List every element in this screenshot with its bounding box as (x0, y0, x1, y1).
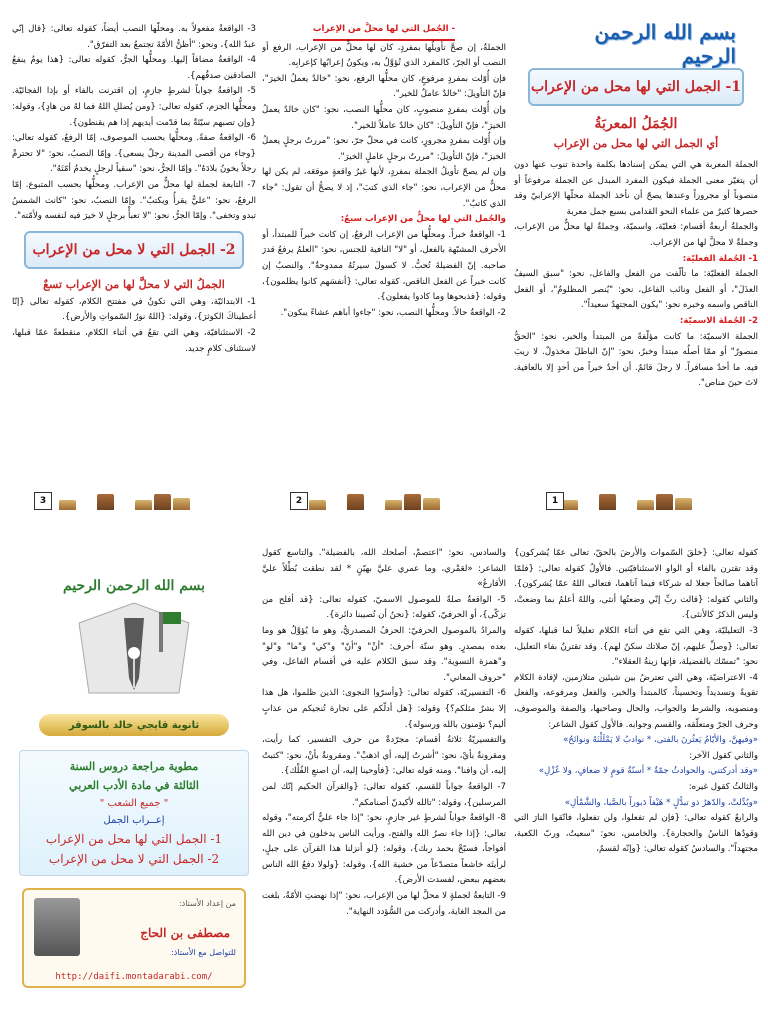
prepared-by-label: من إعداد الأستاذ: (178, 899, 236, 908)
page-number: 3 (34, 492, 52, 510)
list-item: 7- الواقعةُ جواباً للقسم، كقوله تعالى: {والقرآن الحكيم إنّك لمن المرسلين}، وقوله: "تالله لأكيدنّ أصنامكم". (262, 781, 506, 808)
paragraph: الجملة المعربة هي التي يمكن إسنادها بكلمة واحدة تنوب عنها دون أن يتغيّر معنى الجملة فيكون المفرد المبدل عن الجملة مرفوعاً أو منصوباً أو مجروراً وعندها يصحّ أن نأخذ الجملة محلّها الإعرابيّ وقد حصرها كثيرٌ من علماء النحو القدامى بسبع جمل معربة (514, 160, 758, 217)
cover-line1: 1- الجمل التي لها محل من الإعراب (45, 832, 223, 846)
cover-title-line2: الثالثة في مادة الأدب العربي (69, 779, 199, 792)
list-item: 4- الاعتراضيّة، وهي التي تعترضُ بين شيئين متلازمين، لإفادة الكلام تقويةً وتسديداً وتحسيناً، كالمبتدأ والخبر، والفعل ومرفوعه، والفعل ومنصوبه، والشرط والجواب، والحال وصاحبها، والصفة والموصوف، وحرف الجرّ ومتعلّقه، والقسم وجوابه. فالأول كقول الشاعر: (514, 672, 758, 730)
paragraph: والثالثُ كقول غيره: (688, 781, 758, 792)
page-heading: الجملُ التي لا محلَّ لها من الإعراب تسعٌ (43, 277, 225, 291)
contact-label: للتواصل مع الأستاذ: (171, 948, 236, 957)
list-item: 4- الواقعةُ مضافاً إليها. ومحلُّها الجرُّ، كقوله تعالى: {هذا يومُ ينفعُ الصادقين صدقُهم}. (12, 55, 256, 81)
fold-page-3 (12, 22, 256, 512)
cover-branches: " جميع الشعب " (99, 798, 169, 809)
bismillah-calligraphy: بسم الله الرحمن الرحيم (594, 22, 736, 68)
paragraph: والجملةُ أربعةُ أقسام: فعليّة، واسميّة، وجملةٌ لها محلٌّ من الإعراب، وجملةٌ لا محلَّ لها من الإعراب. (514, 222, 758, 248)
subsection-heading: 2- الجُملة الاسميّة: (679, 315, 758, 326)
paragraph: الجملة الفعليّة: ما تألّفت من الفعل والفاعل، نحو: "سبق السيفُ العذَلَ"، أو الفعل ونائب الفاعل، نحو: "يُنصر المظلومُ"، أو الفعل الناقص واسمه وخبره نحو: "يكون المجتهدُ سعيداً". (514, 269, 758, 311)
list-item: 1- الابتدائيّة، وهي التي تكونُ في مفتتح الكلام، كقوله تعالى {إنّا أعطيناكَ الكوثرَ}، وقوله: {اللهُ نورُ السّمواتِ والأرض}. (12, 296, 256, 323)
paragraph: والرابعُ كقوله تعالى: {فإن لم تفعلوا، ولن تفعلوا، فاتّقوا النارَ التي وَقودُها الناسُ والحجارة}. والخامس، نحو: "سعيتُ، وربّ الكعبة، مجتهداً". والسادسُ كقوله تعالى: {وإنّه لقسمٌ، (514, 813, 758, 855)
fold-page-4 (514, 546, 758, 1024)
pen-emblem-icon (59, 598, 209, 708)
list-item: 6- التفسيريّة، كقوله تعالى: {وأسرّوا النجوى: الذين ظلموا، هل هذا إلا بشرٌ مثلكم؟} وقوله: {هل أدلّكم على تجارة تُنجيكم من عذابٍ أليم؟ تؤمنون بالله ورسوله}. (262, 688, 506, 730)
page-heading: - الجُمل التي لها محلٌّ من الإعراب (262, 22, 506, 41)
page-number: 1 (546, 492, 564, 510)
cover-info-box (19, 750, 249, 876)
cover-topic: إعــراب الجمل (103, 815, 165, 826)
subsection-heading: والجُمل التي لها محلٌّ من الإعراب سبعٌ: (340, 214, 506, 225)
page-footer (514, 490, 758, 512)
list-item: 1- الواقعةُ خبراً. ومحلُّها من الإعراب الرفعُ، إن كانت خبراً للمبتدأ، أو الأحرف المشبّهة بالفعل، أو "لا" النافية للجنس، نحو: "العلمُ يرفعُ قدرَ صاحبه. إنّ الفضيلةَ تُحبُّ. لا كسولَ سيرتُهُ ممدوحةٌ". والنصبُ إن كانت خبراً عن الفعل الناقص، كقوله تعالى: {أنفسَهم كانوا يظلمون}، وقوله: {فذبحوها وما كادوا يفعلون}. (262, 229, 506, 303)
verse: «وفيهنَّ، والأيّامُ يَعثُرنَ بالفتى، * نوادبُ لا يَمْلَلْنَهُ ونوائحُ» (563, 735, 758, 746)
cover-bismillah: بسم الله الرحمن الرحيم (63, 578, 205, 594)
list-item: 2- الاستئنافيّة، وهي التي تقعُ في أثناء الكلام، منقطعةً عمّا قبلها، لاستئناف كلامٍ جديد. (12, 327, 256, 354)
author-card (22, 888, 246, 988)
books-ornament-icon (309, 492, 459, 510)
books-ornament-icon (561, 492, 711, 510)
paragraph: فإن أُوّلت بمفردٍ مرفوعٍ، كان محلُّها الرفع، نحو: "خالدٌ يعملُ الخيرَ"، فإنّ التأويلَ: "خالدٌ عاملٌ للخير". (262, 73, 506, 100)
cover-title-line1: مطوية مراجعة دروس السنة (69, 760, 199, 773)
paragraph: والسادس، نحو: "اعتصمْ، أصلحك الله، بالفضيلة". والتاسع كقول الشاعر: «لعَمْري، وما عمري عليَّ بهيّنٍ * لقد نطقت بُطْلاً عليَّ الأقارعُ» (262, 548, 506, 590)
list-item: 3- التعليليّة، وهي التي تقع في أثناء الكلام تعليلاً لما قبلها، كقوله تعالى: {وصلِّ عليهم، إنّ صلاتك سكنٌ لهم}. وقد تقترنُ بفاء التعليل، نحو: "تمسّك بالفضيلة، فإنها زينةُ العقلاء". (514, 625, 758, 668)
section-title-box: 2- الجمل التي لا محل من الإعراب (24, 231, 244, 269)
cover-page (12, 546, 256, 1024)
paragraph: الجملة الاسميّة: ما كانت مؤلّفةً من المبتدأ والخبر، نحو: "الحقُّ منصورٌ" أو ممّا أصلُه مبتدأ وخبرٌ، نحو: "إنّ الباطلَ مخذولٌ. لا ريبَ فيه. ما أحدٌ مسافراً. لا رجلَ قائمٌ. أن أحدٌ خيراً من أحدٍ إلا بالعافية. لاتَ حينَ مناص". (514, 331, 758, 389)
list-item: 8- الواقعةُ جواباً لشرطٍ غير جازمٍ، نحو: "إذا جاء عليٌّ أكرمته"، وقوله تعالى: {إذا جاء نصرُ الله والفتح، ورأيت الناس يدخلون في دين الله أفواجاً، فسبّحْ بحمد ربك}، وقوله: {لو أنزلنا هذا القرآن على جبلٍ، لرأيتَه خاشعاً متصدّعاً من خشية الله}، وقوله: {ولولا دفعُ الله الناس بعضهم ببعض، لفسدت الأرض}. (262, 813, 506, 886)
paragraph: والتفسيريّةُ ثلاثةُ أقسام: مجرّدةٌ من حرف التفسير، كما رأيت، ومقرونةٌ بأيْ، نحو: "أشرتُ إليه، أي اذهبْ". ومقرونةٌ بأنْ، نحو: "كتبتُ إليه، أن وافنا". ومنه قوله تعالى: {فأوحينا إليه، أن اصنعِ الفُلْك}. (262, 735, 506, 777)
list-item: 6- الواقعةُ صفةً. ومحلُّها بحسب الموصوف، إمّا الرفعُ، كقوله تعالى: {وجاء من أقصى المدينة رجلٌ يسعى}. وإمّا النصبُ، نحو: "لا تحترمْ رجلاً يخونُ بلادَهُ". وإمّا الجرُّ، نحو: "سقياً لرجلٍ يخدمُ أمّتَهُ". (12, 133, 256, 175)
school-banner: ثانوية قايجي خالد بالسوقر (39, 714, 229, 736)
paragraph: وإن أُوّلت بمفردٍ مجرورٍ، كانت في محلّ جرّ، نحو: "مررتُ برجلٍ يعملُ الخيرَ"، فإنّ التأويلَ: "مررتُ برجلٍ عاملٍ الخيرَ". (262, 136, 506, 162)
page-number: 2 (290, 492, 308, 510)
page-heading: الجُمَلُ المعربَةُ (594, 116, 678, 132)
fold-page-1 (514, 22, 758, 512)
list-item: 7- التابعة لجملة لها محلٌّ من الإعراب. ومحلُّها بحسب المتبوع. إمّا الرفعُ، نحو: "عليٌّ يقرأُ ويكتبُ". وإمّا النصبُ، نحو: "كانت الشمسُ تبدو وتخفى". وإمّا الجرُّ، نحو: "لا تعبأْ برجلٍ لا خيرَ فيه لنفسه ولأمّته". (12, 179, 256, 222)
list-item: 9- التابعةُ لجملةٍ لا محلَّ لها من الإعراب، نحو: "إذا نهضتِ الأمّةُ، بلغت من المجد الغاية، وأدركت من السُّؤدد النهاية". (262, 891, 506, 917)
verse: «وقد أدركتني، والحوادثُ جمّةٌ * أسنّةُ قومٍ لا ضعافٍ، ولا عُزْلِ» (538, 766, 758, 777)
list-item: 2- الواقعةُ حالاً. ومحلُّها النصب، نحو: "جاءوا أباهم عشاءً يبكون". (280, 307, 506, 318)
paragraph: وإن أُوّلت بمفردٍ منصوبٍ، كان محلُّها النصب، نحو: "كان خالدٌ يعملُ الخيرَ"، فإنّ التأويلَ: "كان خالدٌ عاملاً للخير". (262, 104, 506, 131)
subsection-heading: 1- الجُملة الفعليّة: (682, 253, 758, 264)
avatar (34, 898, 80, 956)
page-subheading: أي الجمل التي لها محل من الإعراب (553, 137, 719, 150)
paragraph: كقوله تعالى: {خلقَ السّموات والأرضَ بالحقّ، تعالى عمّا يُشركون} وقد تقترن بالفاء أو الواو الاستئنافيّتين. فالأولُ كقوله تعالى: {فلمّا آتاهما صالحاً جعلا له شركاء فيما آتاهما، فتعالى اللهُ عمّا يُشركون}. والثاني كقوله: {قالت ربِّ إنّي وضعتُها أنثى، واللهُ أعلمُ بما وضعتْ، وليس الذكرُ كالأنثى}. (514, 548, 758, 621)
paragraph: الجملةُ، إن صحَّ تأويلُها بمفردٍ، كان لها محلٌّ من الإعراب، الرفع أو النصب أو الجرّ، كالمفرد الذي تُؤوَّلُ به، ويكونُ إعرابُها كإعرابِه. (262, 42, 506, 69)
page-footer (262, 490, 506, 512)
list-item: 5- الواقعةُ جواباً لشرطٍ جازمٍ، إن اقترنت بالفاء أو بإذا الفجائيّة. ومحلُّها الجزم، كقوله تعالى: {ومن يُضللِ اللهُ فما لهُ من هادٍ}، وقوله: {وإن تصبهم سيّئةٌ بما قدّمت أيديهم إذا هم يقنطون}. (12, 86, 256, 128)
author-url-link[interactable]: http://daifi.montadarabi.com/ (55, 972, 213, 982)
fold-page-2 (262, 22, 506, 512)
verse: «وبُدِّلتْ، والدّهرُ ذو تبدُّلٍ * هَيْفاً دَبوراً بالصَّبا، والشَّمْألِ» (564, 797, 758, 808)
paragraph: والمرادُ بالموصول الحرفيّ: الحرفُ المصدريُّ، وهو ما يُؤوَّلُ هو وما بعده بمصدرٍ. وهو ستّة أحرف: "أنْ" و"أنّ" و"كي" و"ما" و"لو" و"همزة التسوية". وقد سبق الكلام عليه في أقسام الفاعل، وفي "حروف المعاني". (262, 625, 506, 683)
list-item: 3- الواقعةُ مفعولاً به. ومحلّها النصب أيضاً، كقوله تعالى: {قال إنّي عبدُ الله}، ونحو: "أظنُّ الأمّةَ تجتمعُ بعد التفرّق". (12, 24, 256, 50)
page-footer (12, 490, 256, 512)
cover-line2: 2- الجمل التي لا محل من الإعراب (48, 852, 220, 866)
list-item: 5- الواقعةُ صلةً للموصول الاسميّ، كقوله تعالى: {قد أفلح من تزكّى}، أو الحرفيّ، كقوله: {نحنُ أن تُصيبنا دائرة}. (262, 594, 506, 621)
paragraph: وإن لم يصحّ تأويلُ الجملة بمفردٍ، لأنها غيرُ واقعةٍ موقعَه، لم يكن لها محلٌّ من الإعراب، نحو: "جاء الذي كتبَ"، إذ لا يصحُّ أن تقول: "جاء الذي كاتبٌ". (262, 167, 506, 209)
author-name: مصطفى بن الحاج (140, 926, 230, 940)
books-ornament-icon (59, 492, 209, 510)
paragraph: والثاني كقول الآخر: (689, 750, 758, 761)
fold-page-5 (262, 546, 506, 1024)
section-title-box: 1- الجمل التي لها محل من الإعراب (528, 68, 744, 106)
